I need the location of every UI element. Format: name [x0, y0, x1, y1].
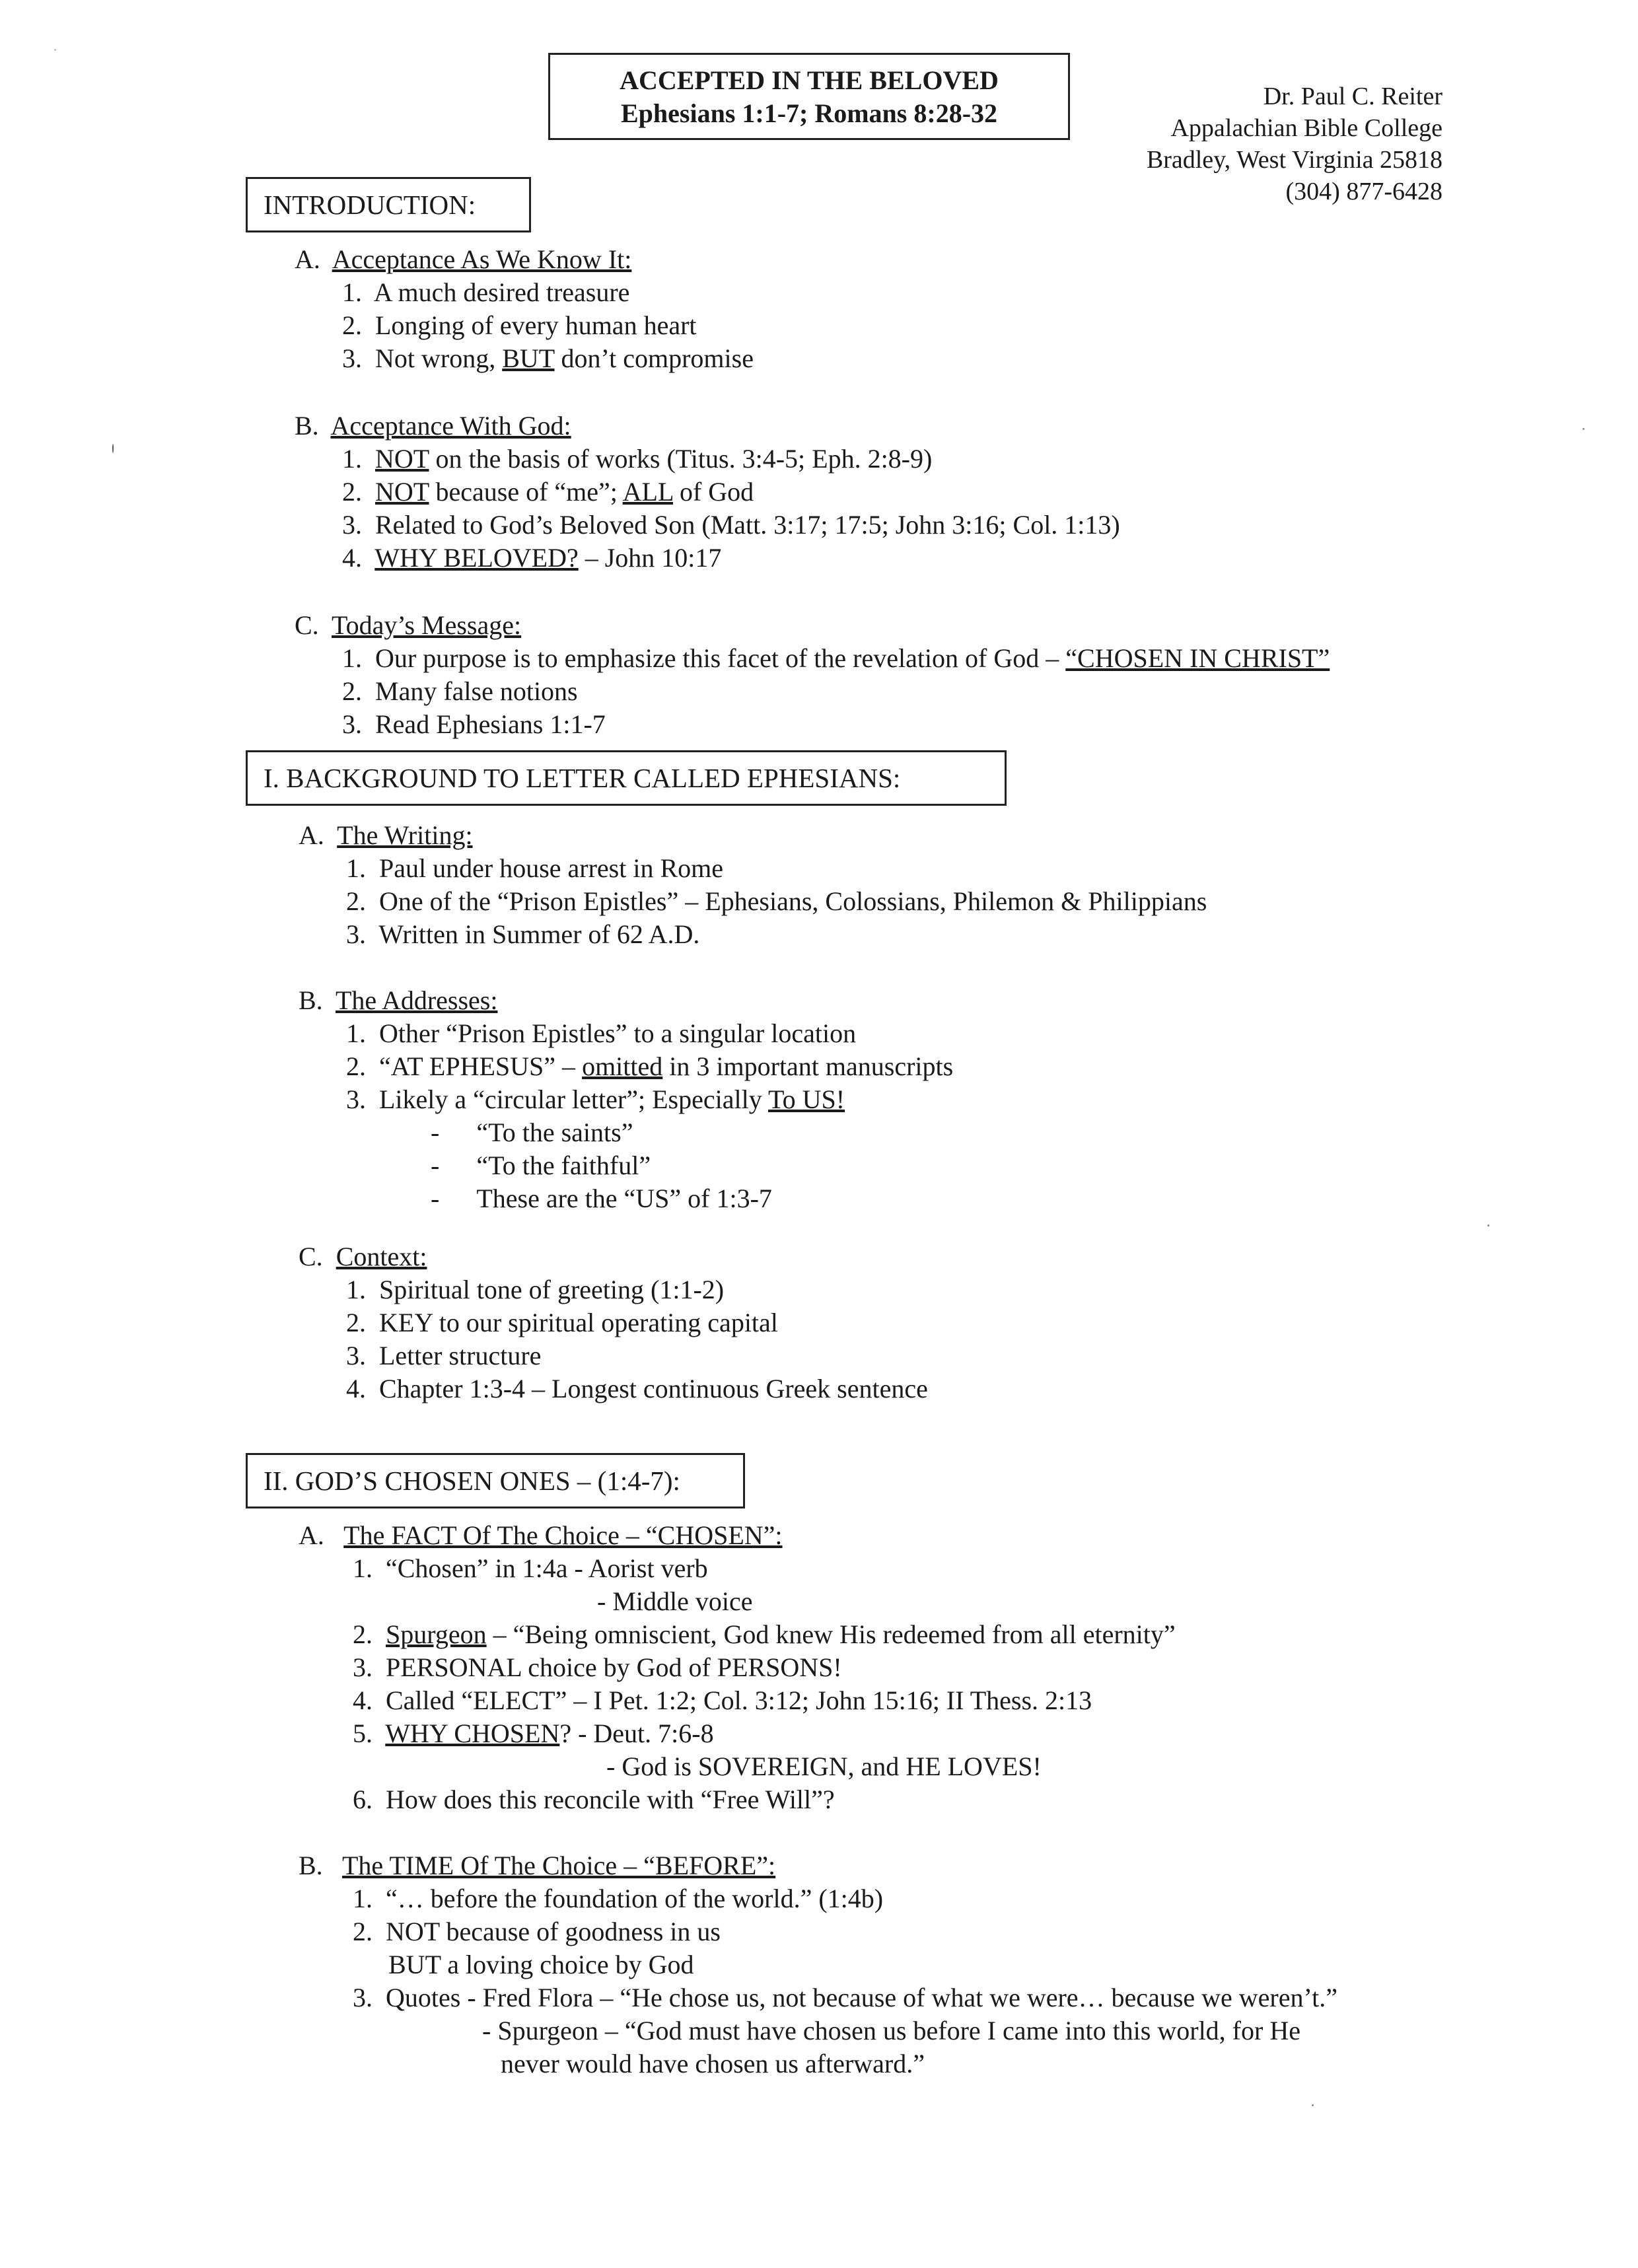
subsection-title: Acceptance With God: [330, 411, 571, 441]
item-text: because of “me”; [429, 477, 623, 507]
item-text: PERSONAL choice by God of PERSONS! [386, 1652, 842, 1682]
item-number: 3. [346, 1084, 366, 1114]
item-number: 1. [346, 1275, 366, 1304]
subsection-heading [295, 409, 571, 443]
subsection-label: A. [299, 1520, 324, 1550]
item-text: Related to God’s Beloved Son (Matt. 3:17; 17:5; John 3:16; Col. 1:13) [375, 510, 1120, 540]
subsection-heading [299, 819, 473, 852]
item-text: “… before the foundation of the world.” (1:4b) [386, 1884, 884, 1913]
list-item [342, 509, 1120, 542]
item-text: BUT a loving choice by God [388, 1950, 694, 1979]
list-item [346, 1017, 856, 1050]
subsection-label: A. [299, 820, 324, 850]
author-address: Bradley, West Virginia 25818 [1146, 146, 1442, 174]
list-item [342, 342, 754, 375]
list-item [346, 918, 699, 951]
list-item [342, 443, 932, 476]
item-text: “To the faithful” [476, 1151, 651, 1180]
section-heading-background [246, 750, 1007, 806]
item-number: 2. [346, 1051, 366, 1081]
item-text: on the basis of works (Titus. 3:4-5; Eph. 2:8-9) [429, 444, 933, 474]
subsection-title: Today’s Message: [331, 610, 522, 640]
subsection-heading [299, 1519, 783, 1552]
item-number: 1. [342, 643, 362, 673]
list-item [353, 1882, 883, 1915]
item-text: Other “Prison Epistles” to a singular location [379, 1018, 857, 1048]
item-text: Spiritual tone of greeting (1:1-2) [379, 1275, 725, 1304]
item-text: These are the “US” of 1:3-7 [476, 1184, 772, 1213]
list-item [346, 1372, 928, 1405]
item-text: of God [672, 477, 754, 507]
item-number: 1. [342, 277, 362, 307]
scan-mark [54, 49, 56, 51]
subsection-title: Acceptance As We Know It: [332, 244, 632, 274]
item-text: - Spurgeon – “God must have chosen us before I came into this world, for He [482, 2016, 1300, 2045]
item-emphasis: NOT [375, 444, 429, 474]
list-item [342, 542, 721, 575]
item-text: Chapter 1:3-4 – Longest continuous Greek sentence [379, 1374, 928, 1403]
list-item-continuation [482, 2014, 1300, 2047]
list-item [353, 1783, 835, 1816]
list-item [353, 1717, 714, 1750]
list-item [353, 1915, 721, 1948]
item-text: “AT EPHESUS” – [379, 1051, 583, 1081]
subsection-heading [295, 609, 521, 642]
sub-list-item [431, 1182, 772, 1215]
item-number: 4. [342, 543, 362, 573]
subsection-label: A. [295, 244, 320, 274]
subsection-title: The Writing: [337, 820, 473, 850]
subsection-label: B. [299, 1851, 323, 1880]
item-number: 2. [346, 886, 366, 916]
list-item [346, 852, 723, 885]
item-number: 2. [342, 676, 362, 706]
list-item [346, 1050, 953, 1083]
item-text: Quotes - Fred Flora – “He chose us, not because of what we were… because we weren’t.” [386, 1983, 1337, 2012]
item-text: A much desired treasure [373, 277, 630, 307]
subsection-label: B. [299, 985, 323, 1015]
item-emphasis: To US! [767, 1084, 845, 1114]
list-item [342, 708, 606, 741]
item-number: 1. [346, 853, 366, 883]
sermon-title: ACCEPTED IN THE BELOVED [620, 65, 999, 95]
list-item [342, 309, 697, 342]
dash-bullet: - [431, 1151, 440, 1180]
author-school: Appalachian Bible College [1170, 114, 1442, 142]
subsection-heading [299, 1240, 427, 1273]
item-emphasis: BUT [502, 343, 555, 373]
item-number: 2. [353, 1917, 373, 1946]
item-number: 1. [353, 1884, 373, 1913]
item-text: ? - Deut. 7:6-8 [559, 1719, 714, 1748]
item-text: Letter structure [379, 1341, 542, 1370]
scan-mark [1583, 428, 1585, 430]
subsection-label: B. [295, 411, 319, 441]
list-item-continuation [597, 1585, 753, 1618]
item-emphasis: ALL [622, 477, 673, 507]
subsection-label: C. [299, 1242, 323, 1271]
item-text: – John 10:17 [578, 543, 722, 573]
item-emphasis: omitted [582, 1051, 663, 1081]
item-number: 5. [353, 1719, 373, 1748]
item-emphasis: WHY BELOVED? [374, 543, 579, 573]
item-text: KEY to our spiritual operating capital [379, 1308, 778, 1337]
item-text: Written in Summer of 62 A.D. [378, 919, 700, 949]
item-text: Read Ephesians 1:1-7 [375, 709, 606, 739]
author-phone: (304) 877-6428 [1285, 178, 1442, 205]
section-heading-text: II. GOD’S CHOSEN ONES – (1:4-7): [264, 1466, 680, 1496]
scan-mark [112, 444, 114, 453]
section-heading-introduction [246, 177, 531, 232]
subsection-title: Context: [336, 1242, 427, 1271]
list-item [353, 1981, 1337, 2014]
item-text: “To the saints” [476, 1117, 633, 1147]
title-box [548, 53, 1070, 140]
item-number: 1. [342, 444, 362, 474]
item-number: 2. [346, 1308, 366, 1337]
section-heading-chosen-ones [246, 1453, 745, 1508]
list-item-continuation [388, 1948, 694, 1981]
subsection-title: The TIME Of The Choice – “BEFORE”: [341, 1851, 776, 1880]
list-item [353, 1684, 1092, 1717]
list-item [353, 1618, 1176, 1651]
list-item [346, 1273, 724, 1306]
item-text: Likely a “circular letter”; Especially [379, 1084, 768, 1114]
author-name: Dr. Paul C. Reiter [1263, 83, 1442, 110]
subsection-heading [299, 1849, 775, 1882]
item-text: - God is SOVEREIGN, and HE LOVES! [606, 1752, 1042, 1781]
dash-bullet: - [431, 1184, 440, 1213]
author-block [1147, 81, 1442, 207]
item-number: 4. [353, 1685, 373, 1715]
subsection-heading [299, 984, 497, 1017]
list-item [346, 1306, 778, 1339]
list-item [346, 885, 1207, 918]
list-item-continuation [501, 2047, 925, 2080]
item-text: “Chosen” in 1:4a - Aorist verb [386, 1553, 708, 1583]
section-heading-text: I. BACKGROUND TO LETTER CALLED EPHESIANS: [264, 763, 901, 793]
item-number: 3. [342, 343, 362, 373]
list-item [353, 1651, 842, 1684]
item-text: never would have chosen us afterward.” [501, 2049, 925, 2078]
item-text: in 3 important manuscripts [662, 1051, 954, 1081]
scripture-reference: Ephesians 1:1-7; Romans 8:28-32 [620, 98, 998, 128]
dash-bullet: - [431, 1117, 440, 1147]
scan-mark [1312, 2104, 1314, 2106]
item-number: 2. [342, 310, 362, 340]
item-text: Longing of every human heart [375, 310, 697, 340]
item-text: Our purpose is to emphasize this facet of the revelation of God – [375, 643, 1066, 673]
sub-list-item [431, 1116, 633, 1149]
item-text: One of the “Prison Epistles” – Ephesians, Colossians, Philemon & Philippians [379, 886, 1207, 916]
item-text: Paul under house arrest in Rome [379, 853, 723, 883]
item-text: - Middle voice [597, 1586, 753, 1616]
item-emphasis: Spurgeon [386, 1619, 487, 1649]
list-item [346, 1083, 845, 1116]
list-item [346, 1339, 541, 1372]
list-item [342, 642, 1330, 675]
item-text: – “Being omniscient, God knew His redeemed from all eternity” [486, 1619, 1176, 1649]
scan-mark [1487, 1224, 1489, 1226]
item-emphasis: “CHOSEN IN CHRIST” [1065, 643, 1330, 673]
list-item [342, 276, 629, 309]
item-text: don’t compromise [554, 343, 754, 373]
item-number: 3. [346, 919, 366, 949]
list-item [353, 1552, 708, 1585]
item-number: 3. [342, 709, 362, 739]
item-emphasis: NOT [375, 477, 429, 507]
item-number: 3. [346, 1341, 366, 1370]
item-number: 2. [342, 477, 362, 507]
item-number: 3. [342, 510, 362, 540]
item-text: Many false notions [375, 676, 578, 706]
list-item [342, 675, 578, 708]
item-emphasis: WHY CHOSEN [385, 1719, 560, 1748]
item-text: How does this reconcile with “Free Will”? [386, 1785, 835, 1814]
section-heading-text: INTRODUCTION: [264, 190, 476, 220]
item-number: 2. [353, 1619, 373, 1649]
list-item [342, 476, 754, 509]
list-item-continuation [606, 1750, 1042, 1783]
item-number: 6. [353, 1785, 373, 1814]
item-number: 3. [353, 1652, 373, 1682]
item-number: 1. [353, 1553, 373, 1583]
subsection-label: C. [295, 610, 319, 640]
item-number: 1. [346, 1018, 366, 1048]
item-number: 3. [353, 1983, 373, 2012]
item-text: Not wrong, [375, 343, 503, 373]
subsection-title: The FACT Of The Choice – “CHOSEN”: [343, 1520, 783, 1550]
item-text: NOT because of goodness in us [386, 1917, 721, 1946]
item-number: 4. [346, 1374, 366, 1403]
subsection-heading [295, 243, 631, 276]
sub-list-item [431, 1149, 651, 1182]
subsection-title: The Addresses: [335, 985, 498, 1015]
item-text: Called “ELECT” – I Pet. 1:2; Col. 3:12; John 15:16; II Thess. 2:13 [386, 1685, 1092, 1715]
